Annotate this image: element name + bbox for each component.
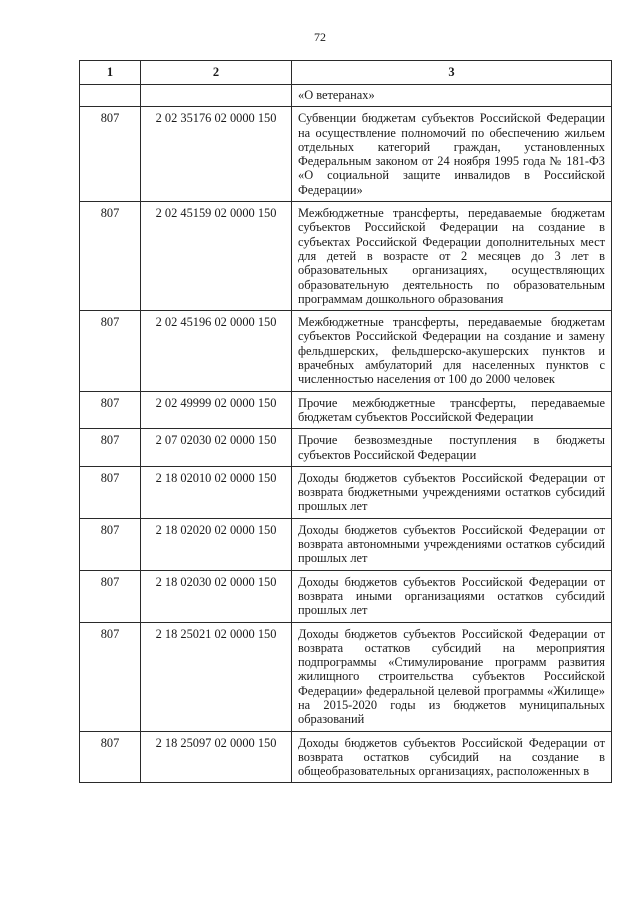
continuation-row	[80, 85, 612, 107]
description-cell: Межбюджетные трансферты, передаваемые бюджетам субъектов Российской Федерации на создание и замену фельдшерских, фельдшерско-акушерских пунктов и врачебных амбулаторий для населенных пунктов с численностью населения от 100 до 2000 человек	[292, 311, 612, 391]
admin-code-cell: 807	[80, 202, 141, 311]
table-row	[80, 311, 612, 391]
admin-code-cell: 807	[80, 311, 141, 391]
table-row	[80, 518, 612, 570]
table-row	[80, 107, 612, 202]
page-number: 72	[314, 30, 326, 44]
budget-code-cell: 2 02 45159 02 0000 150	[141, 202, 292, 311]
table-row	[80, 731, 612, 783]
admin-code-cell: 807	[80, 518, 141, 570]
table-header-row	[80, 61, 612, 85]
admin-code-cell: 807	[80, 622, 141, 731]
header-col-1: 1	[80, 61, 141, 85]
budget-code-cell: 2 18 02010 02 0000 150	[141, 466, 292, 518]
description-cell: Межбюджетные трансферты, передаваемые бюджетам субъектов Российской Федерации на создание в субъектах Российской Федерации дополнительных мест для детей в возрасте от 2 месяцев до 3 лет в образовательных организациях, осуществляющих образовательную деятельность по образовательным программам дошкольного образования	[292, 202, 612, 311]
admin-code-cell: 807	[80, 429, 141, 467]
budget-code-cell: 2 02 35176 02 0000 150	[141, 107, 292, 202]
header-col-3: 3	[292, 61, 612, 85]
budget-classification-table	[79, 60, 612, 783]
table-row	[80, 622, 612, 731]
table-row	[80, 570, 612, 622]
description-cell: Прочие межбюджетные трансферты, передаваемые бюджетам субъектов Российской Федерации	[292, 391, 612, 429]
description-cell: Доходы бюджетов субъектов Российской Федерации от возврата остатков субсидий на мероприятия подпрограммы «Стимулирование программ развития жилищного строительства субъектов Российской Федерации» федеральной целевой программы «Жилище» на 2015-2020 годы из бюджетов муниципальных образований	[292, 622, 612, 731]
table-row	[80, 202, 612, 311]
table-row	[80, 429, 612, 467]
budget-code-cell: 2 07 02030 02 0000 150	[141, 429, 292, 467]
admin-code-cell: 807	[80, 107, 141, 202]
continuation-code-cell	[141, 85, 292, 107]
description-cell: Доходы бюджетов субъектов Российской Федерации от возврата иными организациями остатков субсидий прошлых лет	[292, 570, 612, 622]
description-cell: Доходы бюджетов субъектов Российской Федерации от возврата бюджетными учреждениями остатков субсидий прошлых лет	[292, 466, 612, 518]
budget-code-cell: 2 02 49999 02 0000 150	[141, 391, 292, 429]
admin-code-cell: 807	[80, 466, 141, 518]
admin-code-cell: 807	[80, 570, 141, 622]
budget-code-cell: 2 18 25097 02 0000 150	[141, 731, 292, 783]
budget-code-cell: 2 18 25021 02 0000 150	[141, 622, 292, 731]
budget-code-cell: 2 02 45196 02 0000 150	[141, 311, 292, 391]
description-cell: Прочие безвозмездные поступления в бюджеты субъектов Российской Федерации	[292, 429, 612, 467]
table-row	[80, 391, 612, 429]
budget-code-cell: 2 18 02030 02 0000 150	[141, 570, 292, 622]
header-col-2: 2	[141, 61, 292, 85]
admin-code-cell: 807	[80, 731, 141, 783]
description-cell: Субвенции бюджетам субъектов Российской Федерации на осуществление полномочий по обеспечению жильем отдельных категорий граждан, установленных Федеральным законом от 24 ноября 1995 года № 181-ФЗ «О социальной защите инвалидов в Российской Федерации»	[292, 107, 612, 202]
description-cell: Доходы бюджетов субъектов Российской Федерации от возврата автономными учреждениями остатков субсидий прошлых лет	[292, 518, 612, 570]
continuation-admin-cell	[80, 85, 141, 107]
description-cell: Доходы бюджетов субъектов Российской Федерации от возврата остатков субсидий на создание в общеобразовательных организациях, расположенных в	[292, 731, 612, 783]
budget-code-cell: 2 18 02020 02 0000 150	[141, 518, 292, 570]
continuation-text: «О ветеранах»	[292, 85, 612, 107]
admin-code-cell: 807	[80, 391, 141, 429]
table-row	[80, 466, 612, 518]
